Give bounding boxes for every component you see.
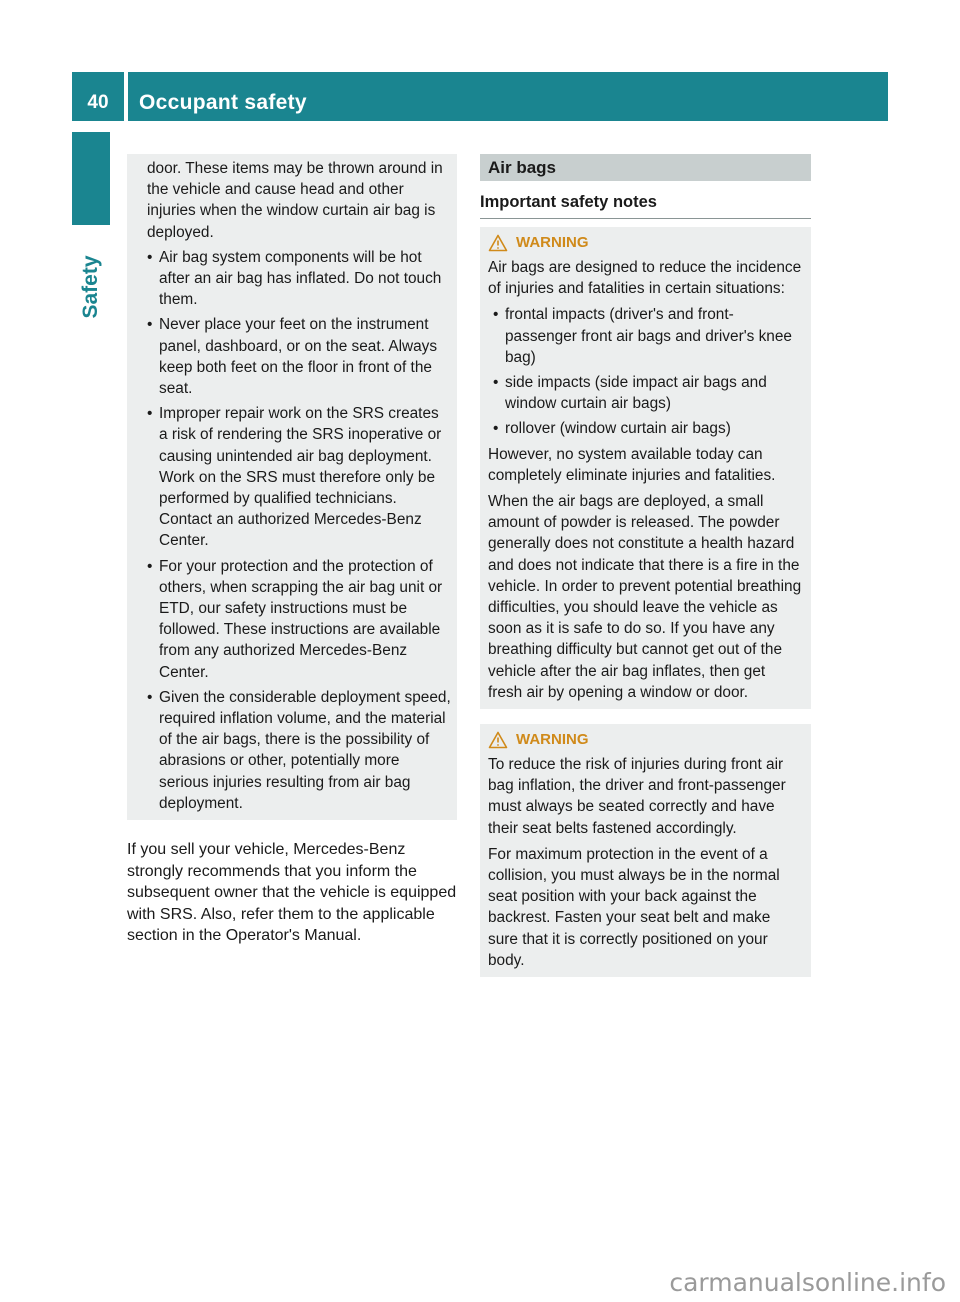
warning-paragraph: When the air bags are deployed, a small amount of powder is released. The powder generally does not constitute a health hazard and does not indicate that there is a fire in the vehicle. In order to prevent potential breathing difficulties, you should leave the vehicle as soon as it is safe to do so. If you have any breathing difficulty but cannot get out of the vehicle after the air bag inflates, then get fresh air by opening a window or door. xyxy=(488,493,802,701)
side-tab-label: Safety xyxy=(79,255,102,319)
header-divider xyxy=(124,72,128,121)
section-heading: Air bags xyxy=(480,154,811,181)
list-item: • Never place your feet on the instrument panel, dashboard, or on the seat. Always keep both feet on the floor in front of the seat. xyxy=(147,314,451,399)
side-tab-block xyxy=(72,132,110,225)
warning-triangle-icon xyxy=(488,731,508,749)
list-item: • Improper repair work on the SRS creates a risk of rendering the SRS inoperative or causing unintended air bag deployment. Work on the SRS must therefore only be performed by qualified technicians. Contact an authorized Mercedes-Benz Center. xyxy=(147,403,451,551)
list-item: • frontal impacts (driver's and front-passenger front air bags and driver's knee bag) xyxy=(493,304,803,368)
list-item: • For your protection and the protection of others, when scrapping the air bag unit or ETD, our safety instructions must be followed. These instructions are available from any authorized Mercedes-Benz Center. xyxy=(147,556,451,683)
page-number: 40 xyxy=(87,92,109,113)
list-item: • rollover (window curtain air bags) xyxy=(493,418,803,439)
side-tab xyxy=(72,232,110,342)
page-title: Occupant safety xyxy=(139,91,307,114)
list-item: • side impacts (side impact air bags and window curtain air bags) xyxy=(493,372,803,414)
list-item: • Air bag system components will be hot after an air bag has inflated. Do not touch them. xyxy=(147,247,451,311)
list-item: • Given the considerable deployment speed, required inflation volume, and the material of the air bags, there is the possibility of abrasions or other, potentially more serious injuries resulting from air bag deployment. xyxy=(147,687,451,814)
warning-box xyxy=(480,227,811,709)
warning-header xyxy=(488,728,803,752)
subheading: Important safety notes xyxy=(480,191,811,219)
warning-paragraph: To reduce the risk of injuries during front air bag inflation, the driver and front-passenger must always be seated correctly and have their seat belts fastened accordingly. xyxy=(488,756,786,837)
warning-label: WARNING xyxy=(516,234,589,252)
watermark: carmanualsonline.info xyxy=(669,1268,946,1297)
right-column xyxy=(480,154,811,977)
continued-text: door. These items may be thrown around in the vehicle and cause head and other injuries when the window curtain air bag is deployed. xyxy=(147,160,443,241)
sell-vehicle-paragraph: If you sell your vehicle, Mercedes-Benz strongly recommends that you inform the subsequent owner that the vehicle is equipped with SRS. Also, refer them to the applicable section in the Operator's Manual. xyxy=(127,841,457,945)
continued-safety-box xyxy=(127,154,457,820)
warning-label: WARNING xyxy=(516,731,589,749)
warning-triangle-icon xyxy=(488,234,508,252)
left-column xyxy=(127,154,457,947)
warning-box xyxy=(480,724,811,977)
warning-intro: Air bags are designed to reduce the incidence of injuries and fatalities in certain situations: xyxy=(488,259,802,298)
warning-header xyxy=(488,231,803,255)
warning-paragraph: For maximum protection in the event of a collision, you must always be in the normal seat position with your back against the backrest. Fasten your seat belt and make sure that it is correctly positioned on your body. xyxy=(488,845,780,969)
warning-paragraph: However, no system available today can completely eliminate injuries and fatalities. xyxy=(488,445,776,484)
